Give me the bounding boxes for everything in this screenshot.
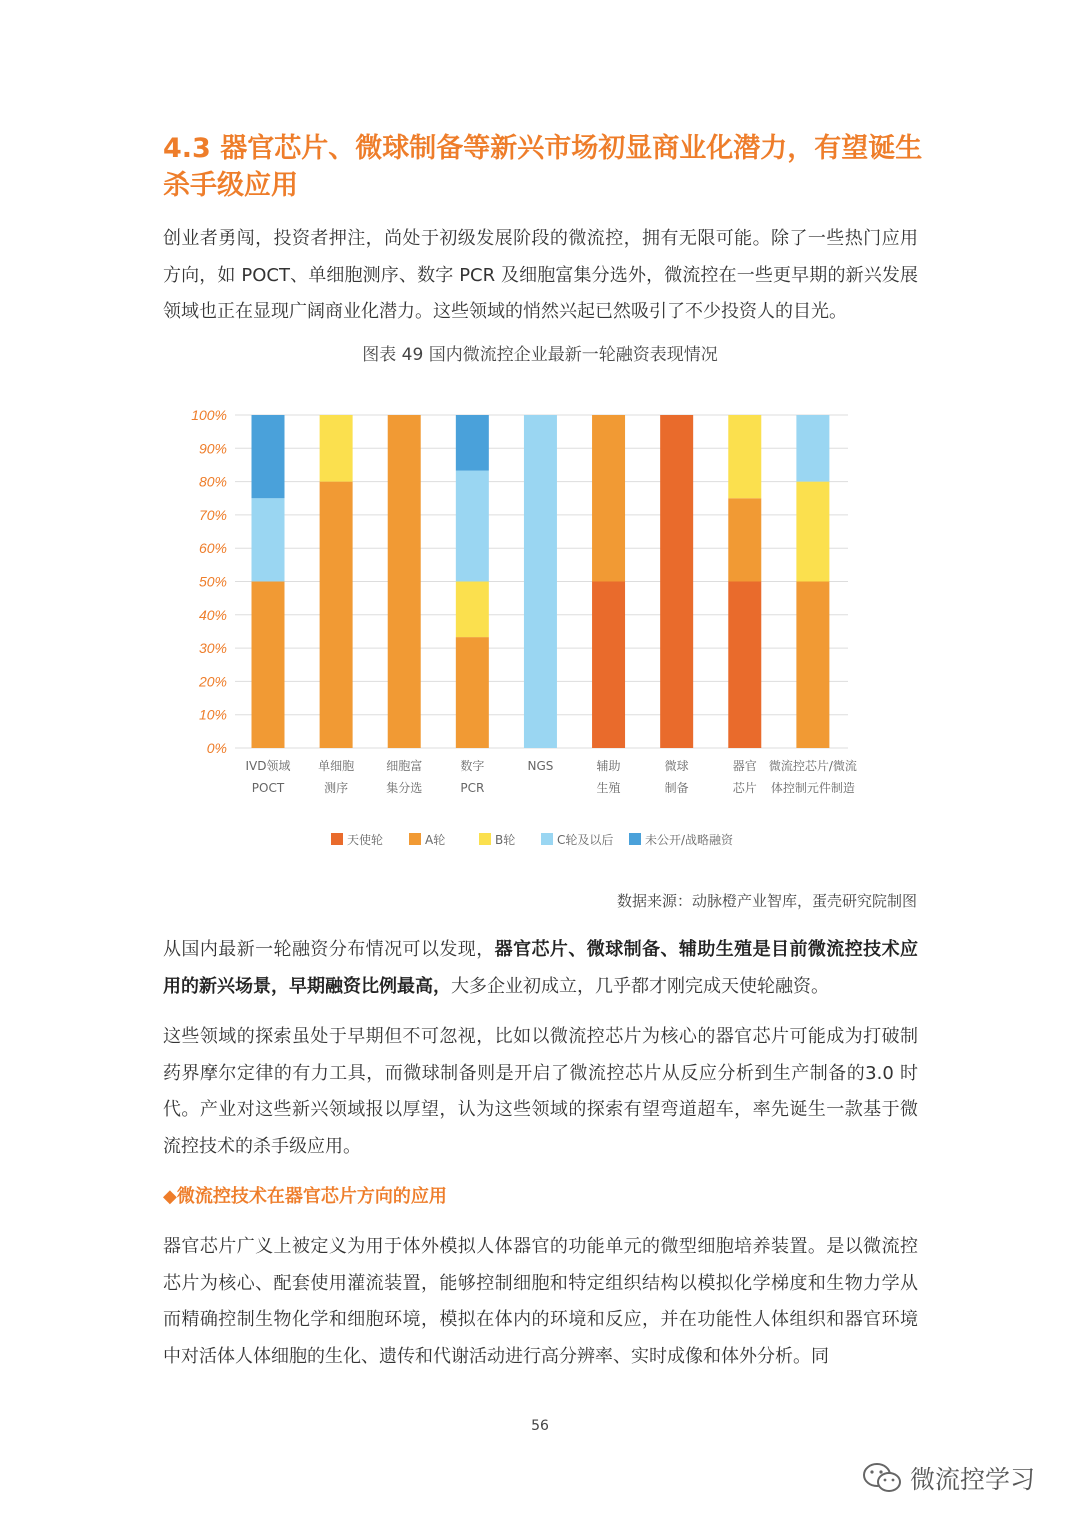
bar-segment	[728, 415, 761, 498]
x-tick-label: 数字	[460, 759, 485, 773]
y-tick-label: 40%	[198, 606, 227, 623]
legend-label: C轮及以后	[557, 833, 614, 847]
legend-swatch	[479, 833, 491, 845]
intro-paragraph: 创业者勇闯，投资者押注，尚处于初级发展阶段的微流控，拥有无限可能。除了一些热门应用方向，如 POCT、单细胞测序、数字 PCR 及细胞富集分选外，微流控在一些更早期的新兴发展领域也正在显现广阔商业化潜力。这些领域的悄然兴起已然吸引了不少投资人的目光。	[163, 228, 918, 322]
bar-segment	[592, 415, 625, 582]
figure-title: 图表 49 国内微流控企业最新一轮融资表现情况	[362, 345, 718, 365]
x-tick-label: 微流控芯片/微流	[768, 759, 857, 773]
bar-segment	[796, 482, 829, 582]
legend-swatch	[629, 833, 641, 845]
x-tick-label: POCT	[251, 781, 285, 795]
watermark	[862, 1458, 1035, 1498]
funding-stacked-bar-chart	[0, 395, 1080, 875]
bar-segment	[320, 482, 353, 748]
bar-segment	[456, 471, 489, 582]
legend-label: 天使轮	[347, 833, 384, 847]
findings-text-start: 从国内最新一轮融资分布情况可以发现，	[163, 939, 495, 960]
x-tick-label: 生殖	[596, 781, 621, 795]
x-tick-label: NGS	[527, 759, 554, 773]
findings-text-end: 大多企业初成立，几乎都才刚完成天使轮融资。	[451, 975, 829, 997]
organ-chip-paragraph: 器官芯片广义上被定义为用于体外模拟人体器官的功能单元的微型细胞培养装置。是以微流控芯片为核心、配套使用灌流装置，能够控制细胞和特定组织结构以模拟化学梯度和生物力学从而精确控制生物化学和细胞环境，模拟在体内的环境和反应，并在功能性人体组织和器官环境中对活体人体细胞的生化、遗传和代谢活动进行高分辨率、实时成像和体外分析。同	[163, 1236, 918, 1367]
x-tick-label: 体控制元件制造	[770, 781, 855, 795]
findings-text-bold: 器官芯片、微球制备、辅助生殖是目前微流控技术应用的新兴场景，早期融资比例最高，	[163, 939, 919, 997]
y-tick-label: 20%	[198, 673, 227, 690]
bar-segment	[796, 582, 829, 749]
bar-segment	[252, 582, 285, 749]
bar-segment	[524, 415, 557, 748]
x-tick-label: 辅助	[596, 759, 621, 773]
bar-segment	[320, 415, 353, 482]
bar-segment	[388, 415, 421, 748]
x-tick-label: 细胞富	[386, 759, 423, 773]
x-tick-label: 制备	[664, 781, 689, 795]
legend-swatch	[541, 833, 553, 845]
x-tick-label: 单细胞	[318, 759, 355, 773]
bar-segment	[456, 637, 489, 748]
legend-swatch	[331, 833, 343, 845]
legend-swatch	[409, 833, 421, 845]
y-tick-label: 90%	[198, 440, 227, 457]
outlook-paragraph: 这些领域的探索虽处于早期但不可忽视，比如以微流控芯片为核心的器官芯片可能成为打破制药界摩尔定律的有力工具，而微球制备则是开启了微流控芯片从反应分析到生产制备的3.0 时代。产业对这些新兴领域报以厚望，认为这些领域的探索有望弯道超车，率先诞生一款基于微流控技术的杀手级应用。	[163, 1026, 918, 1157]
y-tick-label: 50%	[198, 573, 227, 590]
legend-label: A轮	[425, 833, 446, 847]
bar-segment	[728, 498, 761, 581]
bar-segment	[252, 415, 285, 498]
page-number: 56	[531, 1418, 549, 1434]
legend-label: 未公开/战略融资	[645, 833, 734, 847]
legend-label: B轮	[495, 833, 516, 847]
bar-segment	[660, 415, 693, 748]
y-tick-label: 70%	[198, 506, 227, 523]
x-tick-label: 微球	[664, 759, 689, 773]
bar-segment	[796, 415, 829, 482]
watermark-text: 微流控学习	[910, 1465, 1036, 1494]
x-tick-label: PCR	[460, 781, 485, 795]
x-tick-label: 器官	[732, 759, 757, 773]
subheading-organ-chip: ◆微流控技术在器官芯片方向的应用	[163, 1186, 447, 1207]
y-tick-label: 80%	[198, 473, 227, 490]
bar-segment	[252, 498, 285, 581]
y-tick-label: 10%	[198, 706, 227, 723]
bar-segment	[456, 415, 489, 471]
x-tick-label: 测序	[324, 781, 349, 795]
y-tick-label: 30%	[198, 640, 227, 657]
bar-segment	[456, 582, 489, 638]
section-heading: 4.3 器官芯片、微球制备等新兴市场初显商业化潜力，有望诞生杀手级应用	[163, 133, 923, 201]
x-tick-label: IVD领域	[245, 759, 291, 773]
y-tick-label: 100%	[191, 407, 227, 423]
findings-paragraph	[163, 932, 918, 1005]
y-tick-label: 0%	[206, 740, 227, 756]
bar-segment	[728, 582, 761, 749]
x-tick-label: 芯片	[732, 781, 757, 795]
y-tick-label: 60%	[198, 540, 227, 557]
data-source: 数据来源：动脉橙产业智库，蛋壳研究院制图	[616, 892, 917, 910]
bar-segment	[592, 582, 625, 749]
x-tick-label: 集分选	[386, 781, 423, 795]
wechat-icon	[862, 1461, 902, 1495]
